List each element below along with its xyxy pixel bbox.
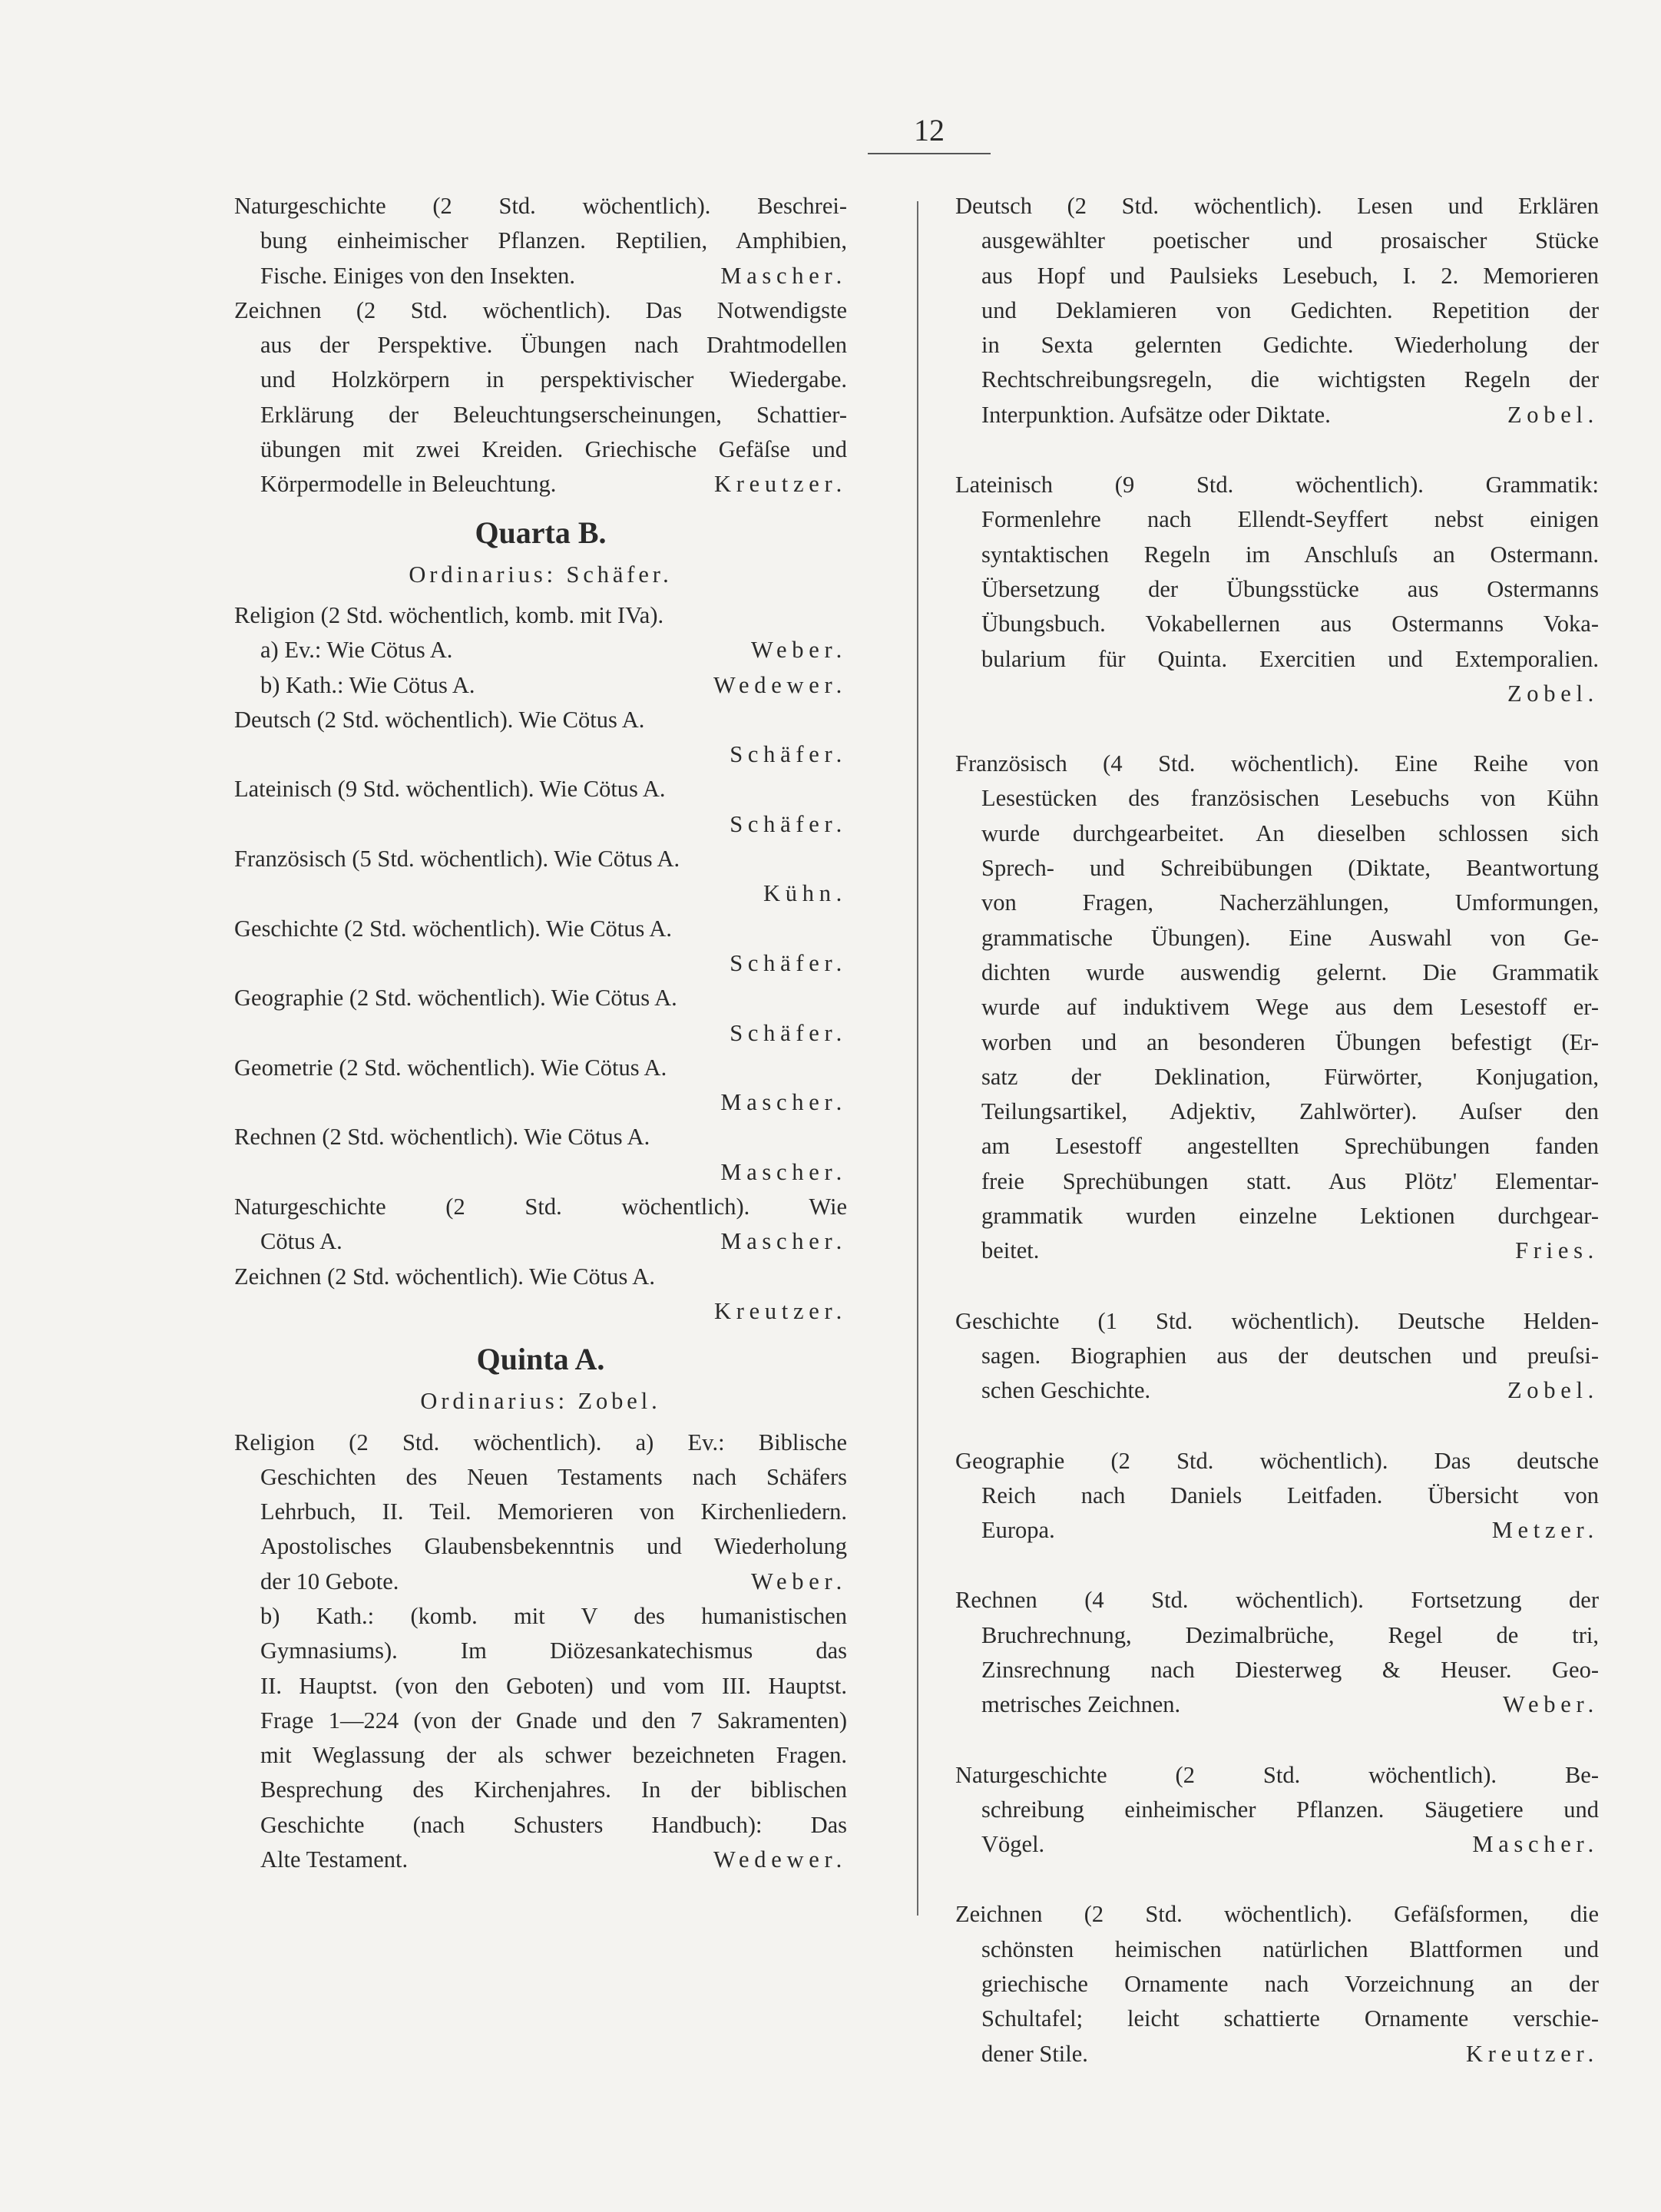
teacher-signature: Mascher. [1472, 1831, 1599, 1858]
text-line: Erklärung der Beleuchtungserscheinungen, Schattier- [260, 401, 847, 428]
text-line [955, 1827, 1599, 1862]
text-line: freie Sprechübungen statt. Aus Plötz' Elementar- [981, 1167, 1599, 1194]
page-number-rule [868, 153, 991, 154]
text-line: metrisches Zeichnen. [981, 1691, 1181, 1718]
spacer [955, 432, 1599, 468]
teacher-signature: Schäfer. [730, 1019, 847, 1046]
text-line: ausgewählter poetischer und prosaischer Stücke [981, 227, 1599, 254]
teacher-signature: Wedewer. [713, 1846, 847, 1873]
text-line: grammatik wurden einzelne Lektionen durchgear- [981, 1203, 1599, 1230]
text-line: schen Geschichte. [981, 1377, 1151, 1404]
text-line: Reich nach Daniels Leitfaden. Übersicht von [981, 1482, 1599, 1508]
text-line: Gymnasiums). Im Diözesankatechismus das [260, 1637, 847, 1664]
text-line: Besprechung des Kirchenjahres. In der biblischen [260, 1777, 847, 1803]
text-line: mit Weglassung der als schwer bezeichneten Fragen. [260, 1742, 847, 1769]
teacher-signature: Kreutzer. [1465, 2040, 1599, 2067]
text-line: bung einheimischer Pflanzen. Reptilien, Amphibien, [260, 227, 847, 254]
text-line: Cötus A. [260, 1228, 342, 1255]
text-line: syntaktischen Regeln im Anschluſs an Ostermann. [981, 541, 1599, 568]
text-line: und Deklamieren von Gedichten. Repetition der [981, 296, 1599, 323]
teacher-signature: Mascher. [720, 1089, 847, 1116]
text-line: schönsten heimischen natürlichen Blattformen und [981, 1936, 1599, 1962]
text-line: Geometrie (2 Std. wöchentlich). Wie Cötus A. [234, 1054, 667, 1081]
text-line: worben und an besonderen Übungen befestigt (Er- [981, 1028, 1599, 1055]
text-line: Französisch (5 Std. wöchentlich). Wie Cötus A. [234, 846, 680, 873]
text-line: Religion (2 Std. wöchentlich, komb. mit IVa). [234, 601, 664, 628]
text-line: Naturgeschichte (2 Std. wöchentlich). Beschrei- [234, 193, 847, 219]
teacher-signature: Mascher. [720, 262, 847, 289]
text-line [955, 1373, 1599, 1408]
text-line: Übersetzung der Übungsstücke aus Ostermanns [981, 575, 1599, 602]
text-line: aus der Perspektive. Übungen nach Drahtmodellen [260, 332, 847, 359]
text-line: Fische. Einiges von den Insekten. [260, 262, 575, 289]
teacher-signature: Fries. [1515, 1237, 1599, 1264]
teacher-signature: Weber. [750, 1568, 847, 1594]
text-line: Französisch (4 Std. wöchentlich). Eine Reihe von [955, 750, 1599, 777]
spacer [955, 711, 1599, 747]
text-line: II. Hauptst. (von den Geboten) und vom III. Hauptst. [260, 1672, 847, 1699]
text-line [234, 668, 847, 703]
teacher-signature: Mascher. [720, 1158, 847, 1185]
text-line: Geschichte (nach Schusters Handbuch): Das [260, 1811, 847, 1838]
teacher-signature: Zobel. [1507, 401, 1599, 428]
text-line: Übungsbuch. Vokabellernen aus Ostermanns Voka- [981, 611, 1599, 637]
text-line: Lateinisch (9 Std. wöchentlich). Grammatik: [955, 472, 1599, 498]
ordinarius-line: Ordinarius: Zobel. [420, 1388, 661, 1415]
section-heading-quarta-b: Quarta B. [475, 515, 607, 550]
text-line: Religion (2 Std. wöchentlich). a) Ev.: Biblische [234, 1429, 847, 1455]
text-line: Schultafel; leicht schattierte Ornamente verschie- [981, 2005, 1599, 2032]
text-line: schreibung einheimischer Pflanzen. Säugetiere und [981, 1796, 1599, 1823]
text-line: Teilungsartikel, Adjektiv, Zahlwörter). Auſser den [981, 1098, 1599, 1125]
teacher-signature: Wedewer. [713, 671, 847, 698]
teacher-signature: Kreutzer. [713, 471, 847, 498]
text-line: Alte Testament. [260, 1846, 409, 1873]
text-line: Formenlehre nach Ellendt-Seyffert nebst einigen [981, 506, 1599, 533]
teacher-signature: Schäfer. [730, 810, 847, 837]
spacer [955, 1548, 1599, 1583]
text-line: b) Kath.: Wie Cötus A. [260, 671, 475, 698]
text-line: und Holzkörpern in perspektivischer Wiedergabe. [260, 366, 847, 393]
naturgeschichte-entry [234, 189, 847, 293]
text-line [234, 1565, 847, 1599]
text-line: Naturgeschichte (2 Std. wöchentlich). Wie [234, 1194, 847, 1220]
spacer [955, 1723, 1599, 1758]
spacer [955, 1269, 1599, 1304]
text-line: Bruchrechnung, Dezimalbrüche, Regel de tri, [981, 1621, 1599, 1648]
spacer [955, 1862, 1599, 1897]
text-line: wurde durchgearbeitet. An dieselben schlossen sich [981, 820, 1599, 846]
page-number: 12 [914, 113, 945, 147]
text-line: von Fragen, Nacherzählungen, Umformungen, [981, 889, 1599, 916]
ordinarius-line: Ordinarius: Schäfer. [409, 561, 673, 588]
teacher-signature: Weber. [1502, 1691, 1599, 1718]
text-line [234, 1224, 847, 1259]
text-line: Geschichte (2 Std. wöchentlich). Wie Cötus A. [234, 915, 672, 942]
text-line [955, 1687, 1599, 1722]
text-line: sagen. Biographien aus der deutschen und preuſsi- [981, 1342, 1599, 1369]
text-line: Sprech- und Schreibübungen (Diktate, Beantwortung [981, 855, 1599, 882]
text-line: Zeichnen (2 Std. wöchentlich). Gefäſsformen, die [955, 1901, 1599, 1928]
teacher-signature: Schäfer. [730, 949, 847, 976]
teacher-signature: Kühn. [763, 880, 847, 907]
text-line [234, 633, 847, 667]
text-line: Interpunktion. Aufsätze oder Diktate. [981, 401, 1331, 428]
column-divider [917, 201, 918, 1916]
text-line: Geographie (2 Std. wöchentlich). Wie Cötus A. [234, 985, 677, 1012]
text-line: Geographie (2 Std. wöchentlich). Das deutsche [955, 1447, 1599, 1474]
text-line: a) Ev.: Wie Cötus A. [260, 637, 453, 664]
text-line [955, 1233, 1599, 1268]
text-line [955, 398, 1599, 432]
text-line [234, 1843, 847, 1877]
text-line: Lehrbuch, II. Teil. Memorieren von Kirchenliedern. [260, 1498, 847, 1525]
text-line: Körpermodelle in Beleuchtung. [260, 471, 557, 498]
text-line: bularium für Quinta. Exercitien und Extemporalien. [981, 645, 1599, 672]
text-line: Zeichnen (2 Std. wöchentlich). Das Notwendigste [234, 296, 847, 323]
text-line [955, 2037, 1599, 2071]
right-column [955, 189, 1599, 2071]
section-heading-quinta-a: Quinta A. [476, 1342, 605, 1377]
text-line: Europa. [981, 1517, 1055, 1544]
text-line [955, 1513, 1599, 1548]
teacher-signature: Zobel. [1507, 1377, 1599, 1404]
text-line: Rechtschreibungsregeln, die wichtigsten Regeln der [981, 366, 1599, 393]
teacher-signature: Kreutzer. [713, 1297, 847, 1324]
text-line: Apostolisches Glaubensbekenntnis und Wiederholung [260, 1533, 847, 1560]
text-line: am Lesestoff angestellten Sprechübungen fanden [981, 1133, 1599, 1160]
text-line [234, 259, 847, 293]
text-line: Vögel. [981, 1831, 1045, 1858]
spacer [955, 1409, 1599, 1444]
text-line: wurde auf induktivem Wege aus dem Lesestoff er- [981, 994, 1599, 1021]
text-line: satz der Deklination, Fürwörter, Konjugation, [981, 1063, 1599, 1090]
text-line: Naturgeschichte (2 Std. wöchentlich). Be- [955, 1761, 1599, 1788]
text-line: der 10 Gebote. [260, 1568, 399, 1594]
teacher-signature: Schäfer. [730, 741, 847, 768]
zeichnen-entry [234, 293, 847, 502]
text-line: Zinsrechnung nach Diesterweg & Heuser. Geo- [981, 1656, 1599, 1683]
text-line: griechische Ornamente nach Vorzeichnung an der [981, 1971, 1599, 1998]
text-line: Rechnen (2 Std. wöchentlich). Wie Cötus A. [234, 1124, 650, 1151]
text-line: Lesestücken des französischen Lesebuchs von Kühn [981, 785, 1599, 812]
text-line: übungen mit zwei Kreiden. Griechische Gefäſse und [260, 436, 847, 463]
text-line: grammatische Übungen). Eine Auswahl von Ge- [981, 924, 1599, 951]
teacher-signature: Mascher. [720, 1228, 847, 1255]
left-column [234, 189, 847, 1877]
text-line: Rechnen (4 Std. wöchentlich). Fortsetzung der [955, 1587, 1599, 1614]
text-line [234, 467, 847, 502]
text-line: beitet. [981, 1237, 1040, 1264]
text-line: Lateinisch (9 Std. wöchentlich). Wie Cötus A. [234, 776, 666, 803]
text-line: Zeichnen (2 Std. wöchentlich). Wie Cötus A. [234, 1263, 655, 1290]
teacher-signature: Weber. [750, 637, 847, 664]
text-line: Deutsch (2 Std. wöchentlich). Lesen und Erklären [955, 193, 1599, 219]
text-line: Frage 1—224 (von der Gnade und den 7 Sakramenten) [260, 1707, 847, 1734]
text-line: in Sexta gelernten Gedichte. Wiederholung der [981, 332, 1599, 359]
text-line: dener Stile. [981, 2040, 1088, 2067]
teacher-signature: Metzer. [1491, 1517, 1599, 1544]
teacher-signature: Zobel. [1507, 680, 1599, 707]
text-line: b) Kath.: (komb. mit V des humanistischen [260, 1602, 847, 1629]
text-line: Geschichte (1 Std. wöchentlich). Deutsche Helden- [955, 1307, 1599, 1334]
text-line: aus Hopf und Paulsieks Lesebuch, I. 2. Memorieren [981, 262, 1599, 289]
text-line: Geschichten des Neuen Testaments nach Schäfers [260, 1463, 847, 1490]
text-line: Deutsch (2 Std. wöchentlich). Wie Cötus A. [234, 706, 645, 733]
text-line: dichten wurde auswendig gelernt. Die Grammatik [981, 959, 1599, 985]
